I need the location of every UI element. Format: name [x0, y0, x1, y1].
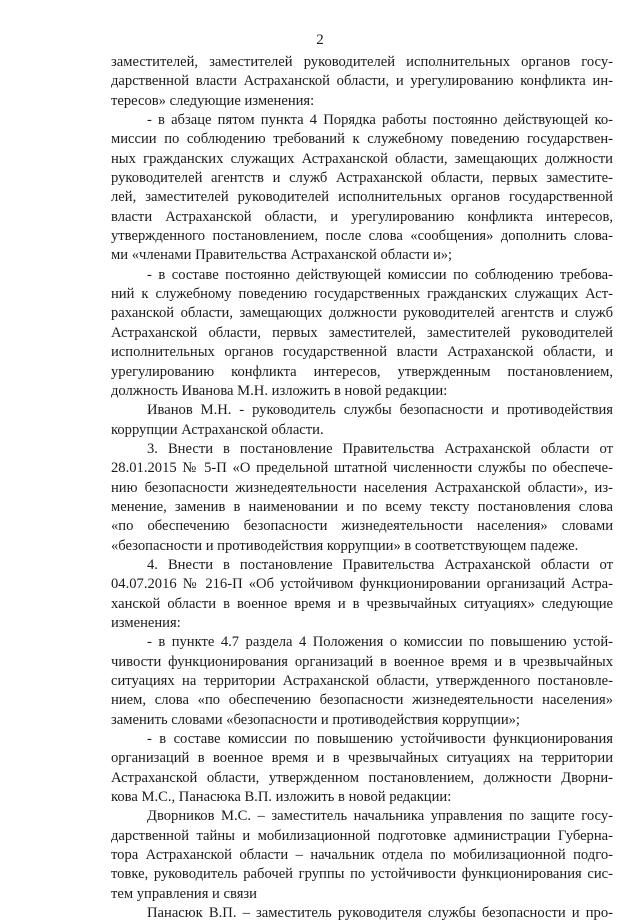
text-line: руководителей агентств и служб Астраханской области, первых заместите- [111, 170, 613, 187]
text-line: ситуациях на территории Астраханской области, утвержденного постановле- [111, 673, 613, 689]
text-line: лей, заместителей руководителей исполнительных органов государственной [111, 189, 613, 206]
text-line: власти Астраханской области, и урегулированию конфликта интересов, [111, 208, 613, 225]
text-line: нием, слова «по обеспечению безопасности жизнедеятельности населения» [111, 692, 613, 709]
text-line: дарственной власти Астраханской области, и урегулированию конфликта ин- [111, 73, 613, 90]
text-line: ных гражданских служащих Астраханской области, замещающих должности [111, 150, 613, 167]
text-line: тора Астраханской области – начальник отдела по мобилизационной подго- [111, 847, 613, 864]
text-line: урегулированию конфликта интересов, утвержденным постановлением, [111, 363, 613, 380]
text-line: изменения: [111, 614, 181, 631]
text-line: тем управления и связи [111, 885, 257, 902]
text-line: должность Иванова М.Н. изложить в новой редакции: [111, 382, 448, 399]
text-line: 04.07.2016 № 216-П «Об устойчивом функционировании организаций Астра- [111, 576, 613, 593]
text-line: раханской области, замещающих должности руководителей агентств и служб [111, 305, 613, 322]
text-line: ний к служебному поведению государственных гражданских служащих Аст- [111, 286, 613, 303]
document-body [111, 53, 613, 923]
text-line: организаций в военное время и в чрезвычайных ситуациях на территории [111, 750, 613, 767]
text-line: утвержденного постановлением, после слова «сообщения» дополнить слова- [111, 228, 613, 245]
text-line: - в абзаце пятом пункта 4 Порядка работы постоянно действующей ко- [147, 112, 613, 129]
text-line: - в составе комиссии по повышению устойчивости функционирования [147, 731, 613, 748]
text-line: тересов» следующие изменения: [111, 92, 315, 109]
text-line: заместителей, заместителей руководителей исполнительных органов госу- [111, 54, 613, 70]
text-line: - в пункте 4.7 раздела 4 Положения о комиссии по повышению устой- [147, 634, 613, 651]
text-line: менение, заменив в наименовании и по всему тексту постановления слова [111, 498, 613, 515]
text-line: Астраханской области, первых заместителей, заместителей руководителей [111, 324, 613, 341]
text-line: Иванов М.Н. - руководитель службы безопасности и противодействия [147, 402, 613, 419]
text-line: «по обеспечению безопасности жизнедеятельности населения» словами [111, 518, 613, 535]
text-line: коррупции Астраханской области. [111, 421, 324, 438]
text-line: миссии по соблюдению требований к служебному поведению государствен- [111, 131, 613, 148]
text-line: 4. Внести в постановление Правительства Астраханской области от [147, 556, 613, 573]
text-line: заменить словами «безопасности и противодействия коррупции»; [111, 711, 520, 728]
text-line: - в составе постоянно действующей комиссии по соблюдению требова- [147, 266, 613, 283]
text-line: Дворников М.С. – заместитель начальника управления по защите госу- [147, 808, 613, 825]
text-line: Панасюк В.П. – заместитель руководителя службы безопасности и про- [147, 905, 613, 922]
text-line: чивости функционирования организаций в военное время и в чрезвычайных [111, 653, 613, 670]
text-line: ми «членами Правительства Астраханской области и»; [111, 247, 453, 264]
text-line: товке, руководитель рабочей группы по устойчивости функционирования сис- [111, 866, 613, 883]
text-line: «безопасности и противодействия коррупции» в соответствующем падеже. [111, 537, 579, 554]
text-line: 28.01.2015 № 5-П «О предельной штатной численности службы по обеспече- [111, 460, 613, 477]
text-line: 3. Внести в постановление Правительства Астраханской области от [147, 440, 613, 457]
text-line: дарственной тайны и мобилизационной подготовке администрации Губерна- [111, 827, 613, 844]
text-line: Астраханской области, утвержденном постановлением, должности Дворни- [111, 769, 613, 786]
text-line: исполнительных органов государственной власти Астраханской области, и [111, 344, 613, 361]
page-number: 2 [316, 32, 324, 48]
text-line: ханской области в военное время и в чрезвычайных ситуациях» следующие [111, 595, 613, 612]
text-line: кова М.С., Панасюка В.П. изложить в новой редакции: [111, 789, 452, 806]
text-line: нию безопасности жизнедеятельности населения Астраханской области», из- [111, 479, 613, 496]
